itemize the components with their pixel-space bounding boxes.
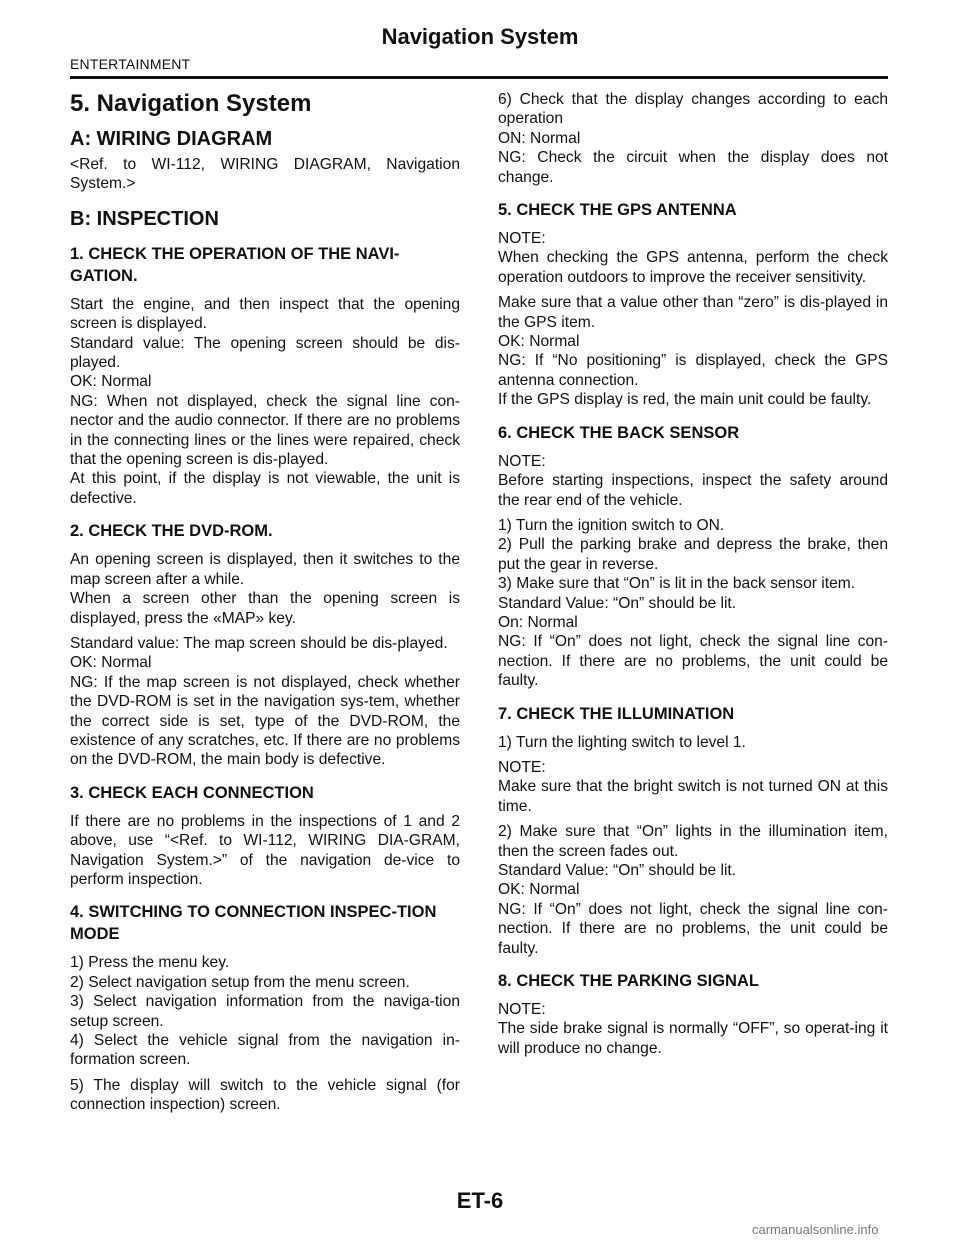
section-heading-inspection: B: INSPECTION bbox=[70, 207, 219, 230]
watermark[interactable]: carmanualsonline.info bbox=[752, 1222, 879, 1237]
step-7-item: 2) Make sure that “On” lights in the illumination item, then the screen fades out. bbox=[498, 823, 888, 860]
step-6-item: 1) Turn the ignition switch to ON. bbox=[498, 516, 725, 534]
step-3-heading: 3. CHECK EACH CONNECTION bbox=[70, 783, 314, 802]
step-5-text: Make sure that a value other than “zero” is dis-played in the GPS item. bbox=[498, 294, 888, 331]
step-2-text: An opening screen is displayed, then it switches to the map screen after a while. bbox=[70, 551, 460, 588]
main-title: 5. Navigation System bbox=[70, 90, 312, 117]
note-label: NOTE: bbox=[498, 758, 546, 776]
section-label: ENTERTAINMENT bbox=[70, 56, 191, 72]
step-1-note: At this point, if the display is not viewable, the unit is defective. bbox=[70, 470, 460, 507]
step-4-ok: ON: Normal bbox=[498, 129, 581, 147]
step-2-ok: OK: Normal bbox=[70, 654, 152, 672]
step-5-red-display: If the GPS display is red, the main unit could be faulty. bbox=[498, 391, 872, 409]
step-5-ng: NG: If “No positioning” is displayed, check the GPS antenna connection. bbox=[498, 352, 888, 389]
page-number: ET-6 bbox=[456, 1188, 504, 1213]
step-7-note-text: Make sure that the bright switch is not turned ON at this time. bbox=[498, 778, 888, 815]
right-column bbox=[498, 90, 888, 1064]
step-5-ok: OK: Normal bbox=[498, 333, 580, 351]
step-1-standard-value: Standard value: The opening screen should be dis-played. bbox=[70, 334, 460, 372]
step-8-note-text: The side brake signal is normally “OFF”, so operat-ing it will produce no change. bbox=[498, 1020, 888, 1057]
step-2-standard-value: Standard value: The map screen should be dis-played. bbox=[70, 634, 448, 652]
step-4-item: 4) Select the vehicle signal from the navigation in-formation screen. bbox=[70, 1032, 460, 1069]
step-1-ng: NG: When not displayed, check the signal line con-nector and the audio connector. If there are no problems in the connecting lines or the lines were repaired, check that the opening screen is dis-played. bbox=[70, 392, 460, 469]
step-6-ng: NG: If “On” does not light, check the signal line con-nection. If there are no problems, the unit could be faulty. bbox=[498, 633, 888, 690]
note-label: NOTE: bbox=[498, 1001, 546, 1019]
step-5-heading: 5. CHECK THE GPS ANTENNA bbox=[498, 201, 737, 220]
step-1-ok: OK: Normal bbox=[70, 373, 152, 391]
step-6-item: 3) Make sure that “On” is lit in the back sensor item. bbox=[498, 575, 856, 593]
step-3-text: If there are no problems in the inspections of 1 and 2 above, use “<Ref. to WI-112, WIRING DIA-GRAM, Navigation System.>” of the navigation de-vice to perform inspection. bbox=[70, 812, 460, 888]
page-header-title: Navigation System bbox=[381, 24, 579, 49]
step-6-standard-value: Standard Value: “On” should be lit. bbox=[498, 594, 737, 612]
step-6-heading: 6. CHECK THE BACK SENSOR bbox=[498, 423, 740, 442]
step-8-heading: 8. CHECK THE PARKING SIGNAL bbox=[498, 972, 759, 991]
step-4-item: 5) The display will switch to the vehicle signal (for connection inspection) screen. bbox=[70, 1076, 460, 1114]
note-label: NOTE: bbox=[498, 452, 546, 470]
step-4-item: 6) Check that the display changes according to each operation bbox=[498, 91, 888, 128]
left-column bbox=[70, 86, 460, 1121]
step-2-ng: NG: If the map screen is not displayed, check whether the DVD-ROM is set in the navigation sys-tem, whether the correct side is set, type of the DVD-ROM, the existence of any scratches, etc. If there are no problems on the DVD-ROM, the main body is defective. bbox=[70, 673, 460, 769]
step-7-ng: NG: If “On” does not light, check the signal line con-nection. If there are no problems, the unit could be faulty. bbox=[498, 900, 888, 957]
step-2-map-key: When a screen other than the opening screen is displayed, press the «MAP» key. bbox=[70, 590, 460, 627]
step-4-item: 2) Select navigation setup from the menu screen. bbox=[70, 973, 410, 991]
step-6-item: 2) Pull the parking brake and depress the brake, then put the gear in reverse. bbox=[498, 536, 888, 573]
header-rule bbox=[70, 76, 888, 79]
step-7-standard-value: Standard Value: “On” should be lit. bbox=[498, 862, 737, 879]
step-7-ok: OK: Normal bbox=[498, 881, 580, 899]
step-7-item: 1) Turn the lighting switch to level 1. bbox=[498, 733, 746, 751]
step-6-on: On: Normal bbox=[498, 613, 578, 631]
wiring-diagram-reference[interactable]: <Ref. to WI-112, WIRING DIAGRAM, Navigation System.> bbox=[70, 156, 460, 193]
step-4-item: 1) Press the menu key. bbox=[70, 954, 230, 972]
section-heading-wiring-diagram: A: WIRING DIAGRAM bbox=[70, 128, 273, 150]
step-1-heading: 1. CHECK THE OPERATION OF THE NAVI-GATION. bbox=[70, 244, 400, 285]
step-1-text: Start the engine, and then inspect that the opening screen is displayed. bbox=[70, 295, 460, 333]
step-6-note-text: Before starting inspections, inspect the safety around the rear end of the vehicle. bbox=[498, 472, 888, 509]
step-4-heading: 4. SWITCHING TO CONNECTION INSPEC-TION MODE bbox=[70, 903, 437, 944]
step-7-heading: 7. CHECK THE ILLUMINATION bbox=[498, 704, 735, 723]
note-label: NOTE: bbox=[498, 230, 546, 248]
step-4-item: 3) Select navigation information from the naviga-tion setup screen. bbox=[70, 993, 460, 1030]
step-2-heading: 2. CHECK THE DVD-ROM. bbox=[70, 522, 273, 541]
step-5-note-text: When checking the GPS antenna, perform the check operation outdoors to improve the receiver sensitivity. bbox=[498, 249, 888, 286]
step-4-ng: NG: Check the circuit when the display does not change. bbox=[498, 149, 888, 186]
